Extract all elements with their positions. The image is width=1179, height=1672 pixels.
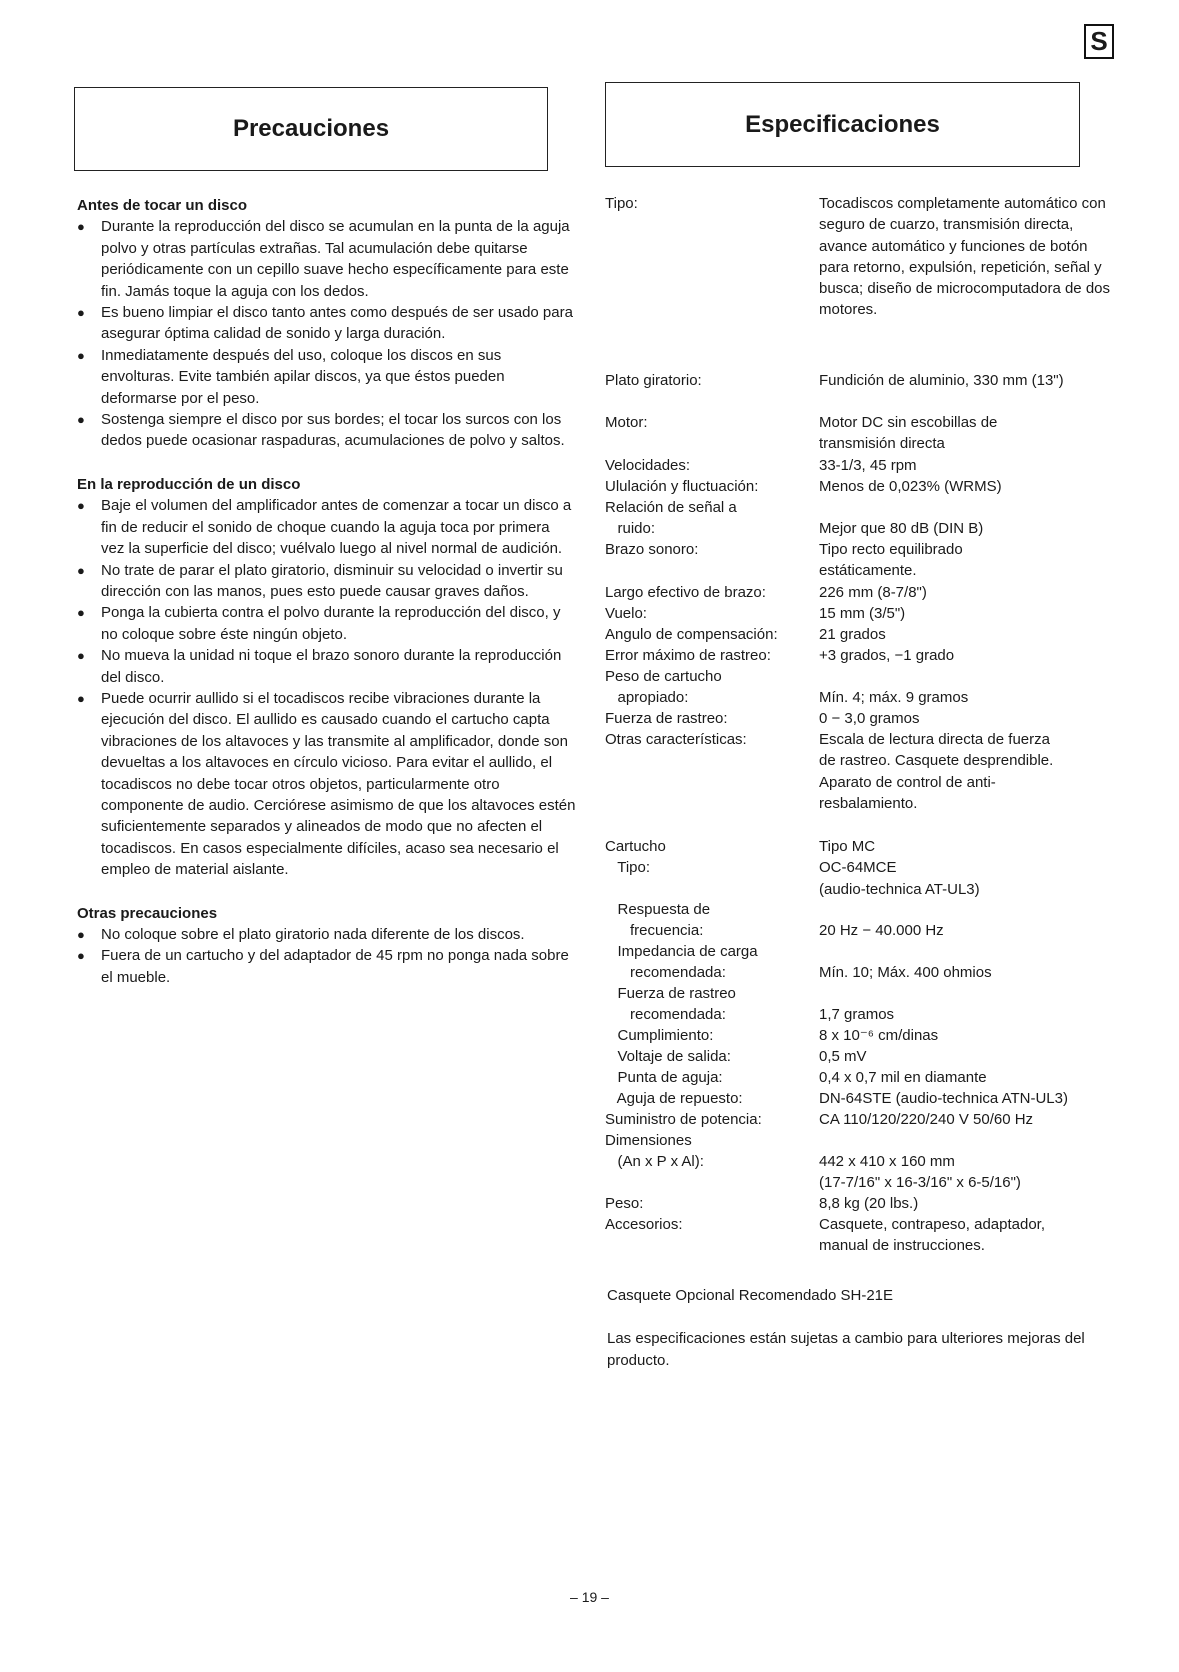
- list-item: ● Durante la reproducción del disco se acumulan en la punta de la aguja polvo y otras partículas extrañas. Tal acumulación debe quitarse periódicamente con un cepillo suave hecho específicamente para este fin. Jamás toque la aguja con los dedos.: [77, 216, 577, 302]
- optional-note: Casquete Opcional Recomendado SH-21E: [607, 1287, 894, 1304]
- spec-value: Escala de lectura directa de fuerza de rastreo. Casquete desprendible. Aparato de control de anti-resbalamiento.: [819, 731, 1054, 812]
- spec-label: Vuelo:: [605, 605, 647, 622]
- spec-label: Relación de señal a ruido:: [605, 499, 737, 537]
- spec-value: Menos de 0,023% (WRMS): [819, 478, 1002, 495]
- spec-label: Cartucho Tipo:: [605, 838, 666, 876]
- spec-label: Impedancia de carga recomendada:: [617, 943, 758, 981]
- spec-value: Mín. 10; Máx. 400 ohmios: [819, 964, 992, 981]
- bullet-list: [77, 216, 577, 451]
- spec-label: Accesorios:: [605, 1216, 683, 1233]
- list-item: ● No coloque sobre el plato giratorio nada diferente de los discos.: [77, 924, 577, 945]
- spec-value: Mín. 4; máx. 9 gramos: [819, 689, 969, 706]
- spec-value: CA 110/120/220/240 V 50/60 Hz: [819, 1111, 1034, 1128]
- spec-label: Brazo sonoro:: [605, 541, 699, 558]
- spec-value: Tipo MC OC-64MCE (audio-technica AT-UL3): [819, 838, 980, 898]
- spec-value: 21 grados: [819, 626, 886, 643]
- spec-label: Error máximo de rastreo:: [605, 647, 771, 664]
- spec-value: 8,8 kg (20 lbs.): [819, 1195, 919, 1212]
- spec-value: Mejor que 80 dB (DIN B): [819, 520, 984, 537]
- list-item: ● Fuera de un cartucho y del adaptador de 45 rpm no ponga nada sobre el mueble.: [77, 945, 577, 988]
- spec-label: Tipo:: [605, 195, 638, 212]
- spec-label: Largo efectivo de brazo:: [605, 584, 766, 601]
- precauciones-title: Precauciones: [232, 115, 390, 142]
- spec-value: 0 − 3,0 gramos: [819, 710, 920, 727]
- list-item: ● No mueva la unidad ni toque el brazo sonoro durante la reproducción del disco.: [77, 645, 577, 688]
- spec-value: DN-64STE (audio-technica ATN-UL3): [819, 1090, 1068, 1107]
- list-item: ● No trate de parar el plato giratorio, disminuir su velocidad o invertir su dirección con las manos, pues esto puede causar graves daños.: [77, 560, 577, 603]
- spec-value: 15 mm (3/5"): [819, 605, 906, 622]
- section-otras: [77, 903, 577, 989]
- spec-label: Punta de aguja:: [605, 1069, 723, 1086]
- spec-label: Suministro de potencia:: [605, 1111, 762, 1128]
- list-item: ● Baje el volumen del amplificador antes de comenzar a tocar un disco a fin de reducir el sonido de choque cuando la aguja toca por primera vez la superficie del disco; vuélvalo luego al nivel normal de audición.: [77, 495, 577, 559]
- spec-label: Otras características:: [605, 731, 747, 748]
- bullet-list: [77, 495, 577, 880]
- spec-label: Fuerza de rastreo recomendada:: [617, 985, 736, 1023]
- spec-label: Peso de cartucho apropiado:: [605, 668, 722, 706]
- precautions-column: [77, 195, 577, 988]
- spec-value: 0,4 x 0,7 mil en diamante: [819, 1069, 987, 1086]
- list-item: ● Puede ocurrir aullido si el tocadiscos recibe vibraciones durante la ejecución del disco. El aullido es causado cuando el cartucho capta vibraciones de los altavoces y las transmite al amplificador, donde son devueltas a los altavoces en círculo vicioso. Para evitar el aullido, el tocadiscos no debe tocar otros objetos, particularmente otro componente de audio. Cerciórese asimismo de que los altavoces estén suficientemente separados y alineados de modo que no afecten el tocadiscos. En casos especialmente difíciles, acaso sea necesario el empleo de material aislante.: [77, 688, 577, 881]
- language-badge: S: [1084, 24, 1114, 59]
- spec-value: Motor DC sin escobillas de transmisión directa: [819, 414, 998, 453]
- spec-value: 1,7 gramos: [819, 1006, 895, 1023]
- especificaciones-header: [605, 82, 1080, 167]
- especificaciones-title: Especificaciones: [745, 110, 940, 138]
- list-item: ● Es bueno limpiar el disco tanto antes como después de ser usado para asegurar óptima calidad de sonido y larga duración.: [77, 302, 577, 345]
- spec-label: Peso:: [605, 1195, 644, 1212]
- section-title: Antes de tocar un disco: [77, 197, 248, 214]
- spec-label: Voltaje de salida:: [605, 1048, 731, 1065]
- list-item: ● Inmediatamente después del uso, coloque los discos en sus envolturas. Evite también apilar discos, ya que éstos pueden deformarse por el peso.: [77, 345, 577, 409]
- section-reproduccion: [77, 474, 577, 881]
- spec-value: Tocadiscos completamente automático con seguro de cuarzo, transmisión directa, avance automático y funciones de botón para retorno, expulsión, repetición, señal y busca; diseño de microcomputadora de dos motores.: [819, 195, 1111, 319]
- spec-label: Plato giratorio:: [605, 372, 702, 389]
- change-note: Las especificaciones están sujetas a cambio para ulteriores mejoras del producto.: [607, 1330, 1085, 1369]
- list-item: ● Sostenga siempre el disco por sus bordes; el tocar los surcos con los dedos puede ocasionar raspaduras, acumulaciones de polvo y saltos.: [77, 409, 577, 452]
- spec-value: 226 mm (8-7/8"): [819, 584, 927, 601]
- spec-value: 0,5 mV: [819, 1048, 867, 1065]
- spec-value: 442 x 410 x 160 mm (17-7/16" x 16-3/16" x 6-5/16"): [819, 1153, 1021, 1192]
- spec-label: Cumplimiento:: [605, 1027, 714, 1044]
- spec-label: Fuerza de rastreo:: [605, 710, 728, 727]
- section-antes: [77, 195, 577, 452]
- spec-label: Respuesta de frecuencia:: [617, 901, 711, 939]
- spec-value: Fundición de aluminio, 330 mm (13"): [819, 372, 1064, 389]
- bullet-list: [77, 924, 577, 988]
- spec-label: Aguja de repuesto:: [605, 1090, 743, 1107]
- spec-value: 20 Hz − 40.000 Hz: [819, 922, 944, 939]
- section-title: Otras precauciones: [77, 904, 218, 922]
- spec-value: Tipo recto equilibrado estáticamente.: [819, 541, 963, 580]
- spec-value: Casquete, contrapeso, adaptador, manual de instrucciones.: [819, 1216, 1045, 1255]
- spec-value: 8 x 10⁻⁶ cm/dinas: [819, 1027, 939, 1044]
- precauciones-header: [74, 87, 548, 171]
- spec-label: Angulo de compensación:: [605, 626, 778, 643]
- spec-label: Dimensiones (An x P x Al):: [605, 1132, 704, 1170]
- spec-value: 33-1/3, 45 rpm: [819, 457, 917, 474]
- spec-label: Velocidades:: [605, 457, 691, 474]
- list-item: ● Ponga la cubierta contra el polvo durante la reproducción del disco, y no coloque sobre éste ningún objeto.: [77, 602, 577, 645]
- spec-label: Ululación y fluctuación:: [605, 478, 759, 495]
- page-number: – 19 –: [570, 1589, 609, 1605]
- section-title: En la reproducción de un disco: [77, 475, 301, 493]
- spec-value: +3 grados, −1 grado: [819, 647, 955, 664]
- spec-label: Motor:: [605, 414, 648, 431]
